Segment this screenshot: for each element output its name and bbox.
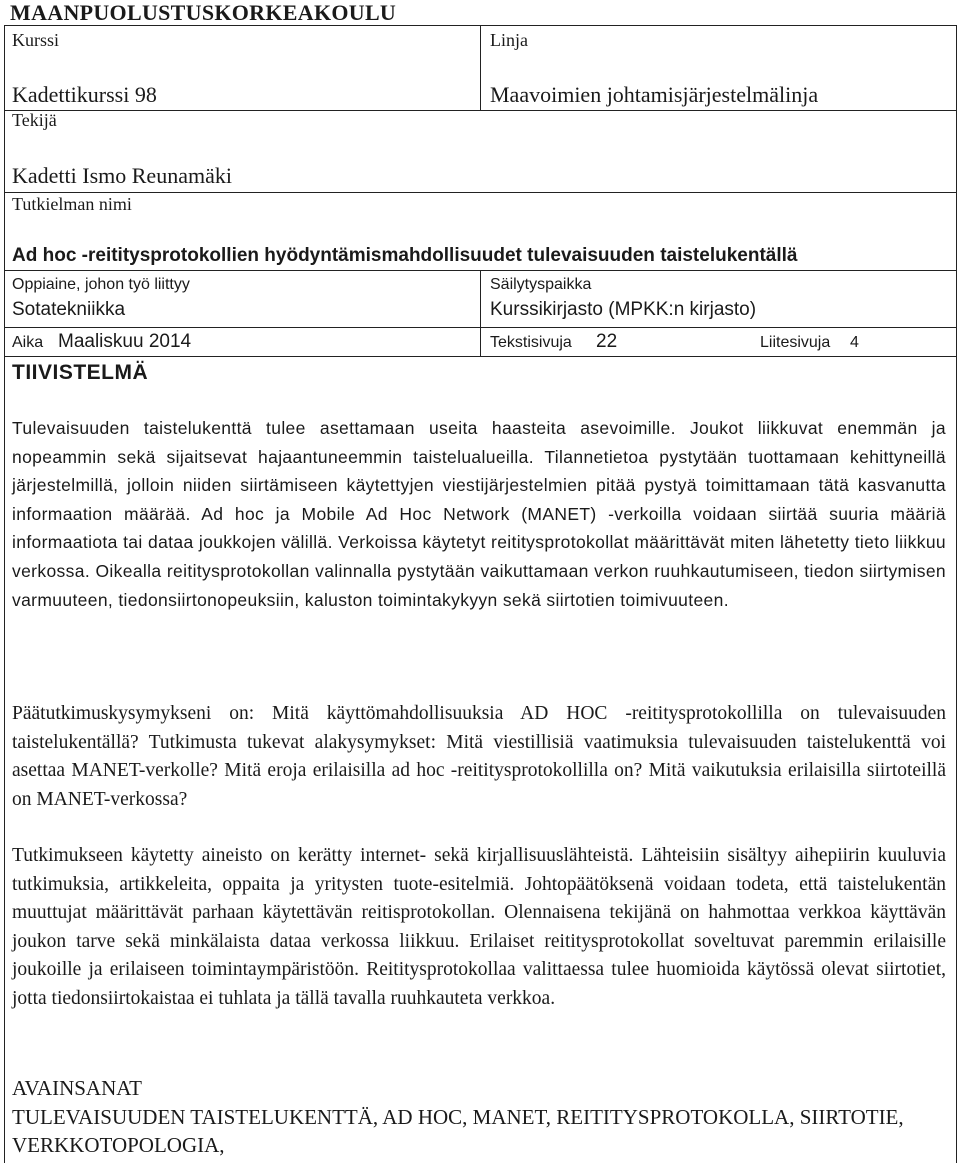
text-pages-value: 22 [596, 331, 618, 352]
line-label: Linja [490, 30, 528, 50]
institution-name: MAANPUOLUSTUSKORKEAKOULU [10, 0, 397, 25]
divider-author [4, 192, 957, 193]
divider-subject-storage [480, 270, 481, 356]
appendix-pages-value: 4 [850, 334, 859, 351]
course-value: Kadettikurssi 98 [12, 82, 157, 107]
thesis-title: Ad hoc -reititysprotokollien hyödyntämismahdollisuudet tulevaisuuden taistelukentällä [12, 245, 798, 266]
appendix-pages-label: Liitesivuja [760, 334, 831, 351]
abstract-paragraph-1: Tulevaisuuden taistelukenttä tulee asettamaan useita haasteita asevoimille. Joukot liikkuvat enemmän ja nopeammin sekä sijaitsevat hajaantuneemmin taistelualueilla. Tilannetietoa pystytään tuottamaan kehittyneillä järjestelmillä, jolloin niiden siirtämiseen käytettyjen viestijärjestelmien pitää pystyä toimittamaan tätä kasvanutta informaation määrää. Ad hoc ja Mobile Ad Hoc Network (MANET) -verkoilla voidaan siirtää suuria määriä informaatiota tai dataa joukkojen välillä. Verkoissa käytetyt reititysprotokollat määrittävät miten lähetetty tieto liikkuu verkossa. Oikealla reititysprotokollan valinnalla pystytään vaikuttamaan verkon ruuhkautumiseen, tiedon siirtymisen varmuuteen, tiedonsiirtonopeuksiin, kaluston toimintakykyyn sekä siirtotien toimivuuteen. [12, 418, 946, 610]
course-label: Kurssi [12, 30, 60, 50]
divider-course [4, 110, 957, 111]
time-value: Maaliskuu 2014 [58, 331, 192, 352]
time-label: Aika [12, 334, 44, 351]
abstract-paragraph-2: Päätutkimuskysymykseni on: Mitä käyttömahdollisuuksia AD HOC -reititysprotokollilla on tulevaisuuden taistelukentällä? Tutkimusta tukevat alakysymykset: Mitä viestillisiä vaatimuksia tulevaisuuden taistelukenttä voi asettaa MANET-verkolle? Mitä eroja erilaisilla ad hoc -reititysprotokollilla on? Mitä vaikutuksia erilaisilla siirtoteillä on MANET-verkossa? [12, 703, 946, 810]
author-value: Kadetti Ismo Reunamäki [12, 163, 232, 188]
storage-value: Kurssikirjasto (MPKK:n kirjasto) [490, 299, 757, 320]
subject-value: Sotatekniikka [12, 299, 126, 320]
divider-course-line [480, 25, 481, 110]
storage-label: Säilytyspaikka [490, 276, 592, 293]
subject-label: Oppiaine, johon työ liittyy [12, 276, 190, 293]
keywords-text: TULEVAISUUDEN TAISTELUKENTTÄ, AD HOC, MANET, REITITYSPROTOKOLLA, SIIRTOTIE, VERKKOTOPOLOGIA, [12, 1105, 904, 1157]
thesis-label: Tutkielman nimi [12, 194, 132, 214]
abstract-paragraph-3: Tutkimukseen käytetty aineisto on kerätty internet- sekä kirjallisuuslähteistä. Lähteisiin sisältyy aihepiirin kuuluvia tutkimuksia, artikkeleita, oppaita ja yritysten tuote-esitelmiä. Johtopäätöksenä voidaan todeta, että taistelukentän muuttujat määrittävät parhaan käytettävän reitisprotokollan. Olennaisena tekijänä on hahmottaa verkkoa käyttävän joukon tarve sekä minkälaista dataa verkossa liikkuu. Erilaiset reititysprotokollat soveltuvat paremmin erilaisille joukoille ja erilaiseen toimintaympäristöön. Reititysprotokollaa valittaessa tulee huomioida käytössä olevat siirtotiet, jotta tiedonsiirtokaistaa ei tuhlata ja tällä tavalla ruuhkauteta verkkoa. [12, 845, 946, 1009]
keywords-heading: AVAINSANAT [12, 1076, 142, 1100]
text-pages-label: Tekstisivuja [490, 334, 572, 351]
divider-meta [4, 356, 957, 357]
author-label: Tekijä [12, 110, 57, 130]
line-value: Maavoimien johtamisjärjestelmälinja [490, 82, 819, 107]
abstract-heading: TIIVISTELMÄ [12, 361, 149, 384]
